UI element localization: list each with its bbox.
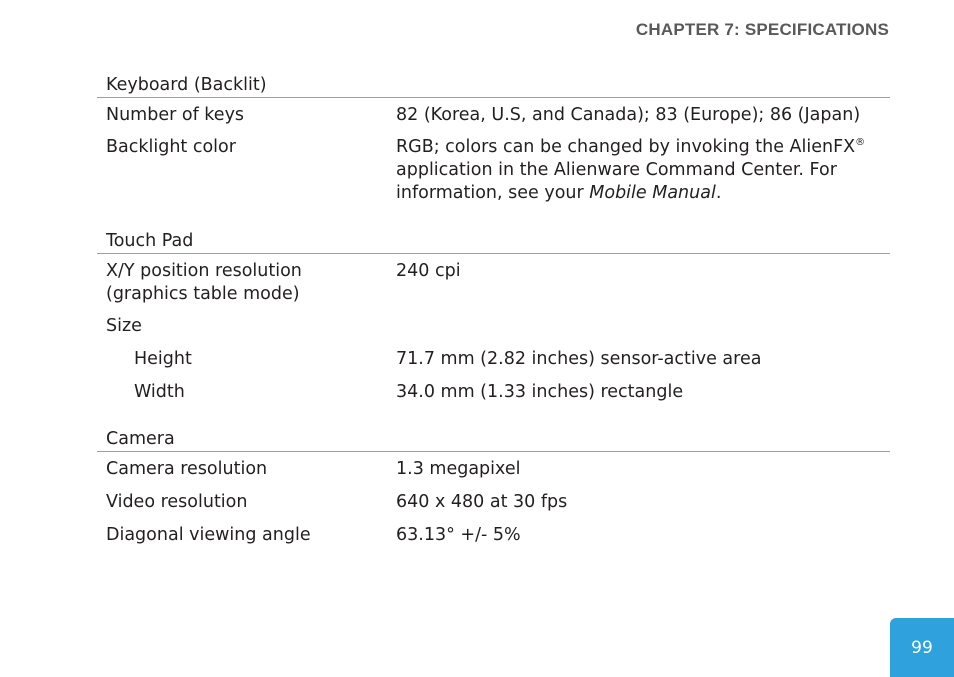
spec-label: Backlight color: [106, 137, 236, 157]
manual-title: Mobile Manual: [589, 183, 716, 203]
spec-row-backlight-color: [97, 136, 890, 205]
spec-row-size: [97, 315, 890, 338]
spec-value: [396, 136, 866, 205]
spec-label: Height: [134, 349, 192, 369]
registered-mark: ®: [855, 137, 866, 148]
spec-value: 82 (Korea, U.S, and Canada); 83 (Europe); 86 (Japan): [396, 105, 861, 125]
section-camera: [97, 427, 890, 545]
section-title-touchpad: Touch Pad: [97, 229, 890, 254]
section-title-keyboard: Keyboard (Backlit): [97, 73, 890, 98]
spec-value: 34.0 mm (1.33 inches) rectangle: [396, 382, 684, 402]
spec-row-camera-resolution: [97, 458, 890, 481]
page-number-badge: [890, 618, 954, 677]
spec-row-video-resolution: [97, 491, 890, 514]
section-title-camera: Camera: [97, 427, 890, 452]
spec-label: Size: [106, 316, 142, 336]
section-touchpad: [97, 229, 890, 402]
spec-value-line: .: [715, 183, 722, 203]
spec-row-number-of-keys: [97, 104, 890, 127]
spec-label: Width: [134, 382, 185, 402]
spec-value: 240 cpi: [396, 261, 461, 281]
spec-value: 63.13° +/- 5%: [396, 525, 521, 545]
page-number: 99: [911, 637, 933, 658]
spec-value-line: application in the Alienware Command Center. For: [396, 160, 837, 180]
spec-label: Camera resolution: [106, 459, 268, 479]
spec-value: 640 x 480 at 30 fps: [396, 492, 568, 512]
spec-value-line: information, see your: [396, 183, 590, 203]
chapter-header: CHAPTER 7: SPECIFICATIONS: [635, 20, 889, 39]
spec-row-width: [97, 381, 890, 404]
spec-label: Number of keys: [106, 105, 245, 125]
spec-row-viewing-angle: [97, 524, 890, 547]
spec-value: 1.3 megapixel: [396, 459, 521, 479]
spec-row-height: [97, 348, 890, 371]
spec-label: Diagonal viewing angle: [106, 525, 311, 545]
spec-label-line: X/Y position resolution: [106, 261, 302, 281]
spec-value: 71.7 mm (2.82 inches) sensor-active area: [396, 349, 762, 369]
spec-row-xy-resolution: [97, 260, 890, 306]
section-keyboard: [97, 73, 890, 203]
spec-value-line: RGB; colors can be changed by invoking the AlienFX: [396, 137, 856, 157]
spec-label: Video resolution: [106, 492, 248, 512]
spec-label-line: (graphics table mode): [106, 284, 300, 304]
spec-label: [106, 260, 386, 306]
